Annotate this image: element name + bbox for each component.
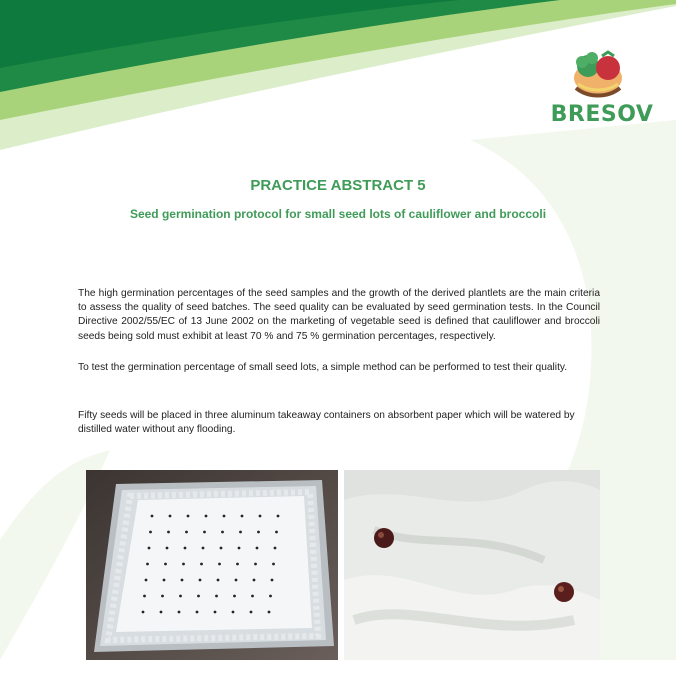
bresov-logo bbox=[548, 44, 656, 134]
vegetables-logo-icon bbox=[568, 44, 628, 102]
page-subtitle: Seed germination protocol for small seed lots of cauliflower and broccoli bbox=[129, 207, 547, 221]
paragraph-intro: The high germination percentages of the seed samples and the growth of the derived plantlets are the main criteria to assess the quality of seed batches. The seed quality can be evaluated by seed germination tests. In the Council Directive 2002/55/EC of 13 June 2002 on the marketing of vegetable seed is defined that cauliflower and broccoli seeds being sold must exhibit at least 70 % and 75 % germination percentages, respectively. bbox=[78, 288, 600, 342]
aluminum-container-photo bbox=[86, 470, 338, 660]
paragraph-method: To test the germination percentage of small seed lots, a simple method can be performed to test their quality. bbox=[78, 362, 568, 373]
paragraph-procedure: Fifty seeds will be placed in three aluminum takeaway containers on absorbent paper which will be watered by distilled water without any flooding. bbox=[78, 410, 575, 436]
page-title: PRACTICE ABSTRACT 5 bbox=[250, 177, 426, 194]
seeds-on-paper-photo bbox=[344, 470, 600, 660]
logo-text: BRESOV bbox=[550, 102, 654, 127]
